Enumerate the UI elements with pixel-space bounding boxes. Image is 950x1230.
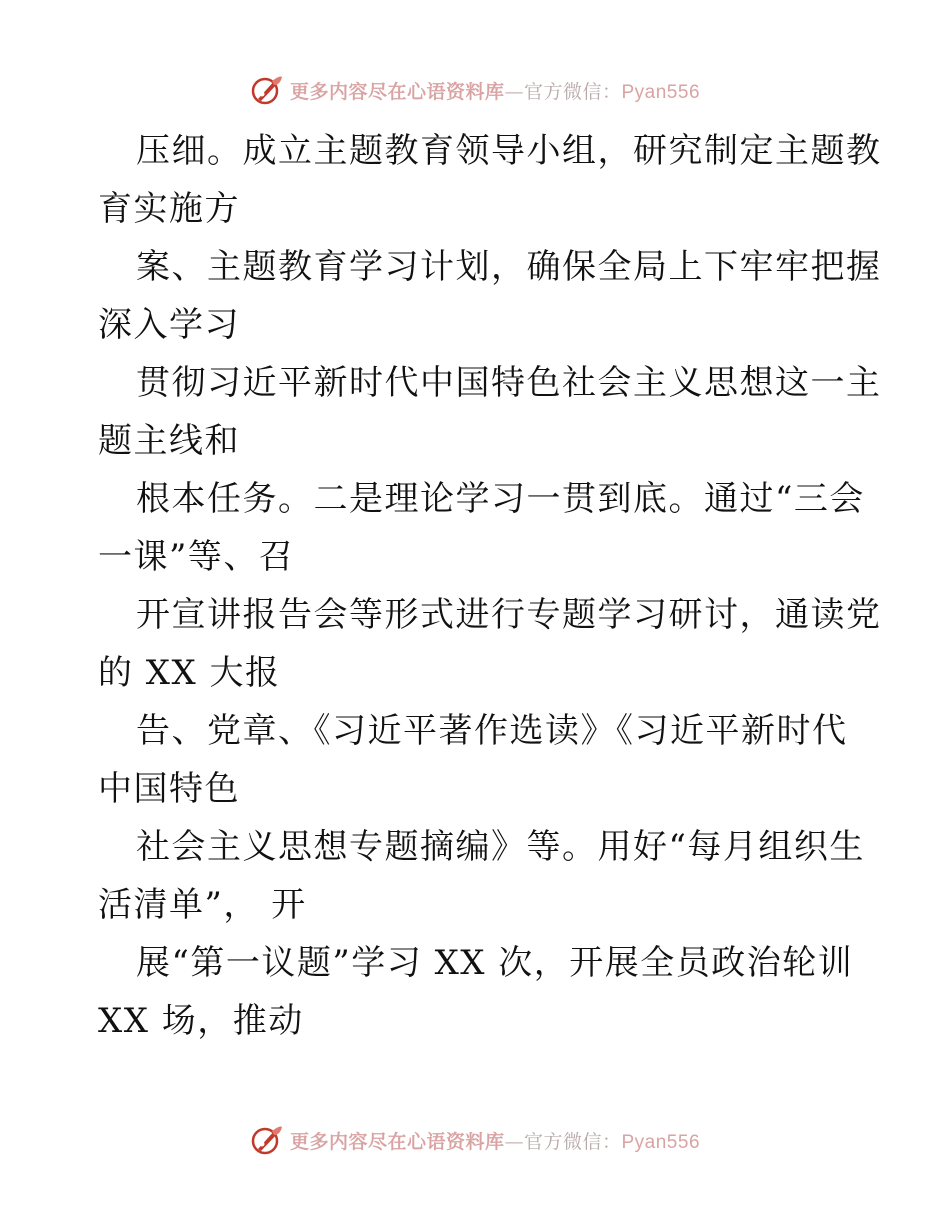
watermark-wechat-label: 官方微信： <box>523 80 622 103</box>
watermark-main-text: 更多内容尽在心语资料库 <box>289 1130 505 1153</box>
text-line: 深入学习 <box>98 305 240 345</box>
watermark-wechat-id: Pyan556 <box>621 1131 701 1153</box>
text-line: XX 场，推动 <box>98 1001 304 1041</box>
text-line: 育实施方 <box>98 189 240 229</box>
watermark-main-text: 更多内容尽在心语资料库 <box>289 80 505 103</box>
document-body <box>98 122 882 1050</box>
text-line: 根本任务。二是理论学习一贯到底。通过“三会 <box>136 479 865 519</box>
text-line: 中国特色 <box>98 769 240 809</box>
text-line: 题主线和 <box>98 421 240 461</box>
watermark-separator: — <box>504 1130 524 1153</box>
watermark-text <box>290 1127 700 1154</box>
text-line: 案、主题教育学习计划，确保全局上下牢牢把握 <box>136 247 882 287</box>
text-line: 活清单”， 开 <box>98 885 307 925</box>
text-line: 的 XX 大报 <box>98 653 281 693</box>
header-watermark-banner <box>0 70 950 110</box>
watermark-wechat-label: 官方微信： <box>523 1130 622 1153</box>
text-line: 一课”等、召 <box>98 537 295 577</box>
watermark-separator: — <box>504 80 524 103</box>
text-line: 开宣讲报告会等形式进行专题学习研讨，通读党 <box>136 595 882 635</box>
text-line: 压细。成立主题教育领导小组，研究制定主题教 <box>136 131 882 171</box>
quill-pen-logo-icon <box>250 73 284 107</box>
text-line: 贯彻习近平新时代中国特色社会主义思想这一主 <box>136 363 882 403</box>
text-line: 社会主义思想专题摘编》等。用好“每月组织生 <box>136 827 865 867</box>
quill-pen-logo-icon <box>250 1123 284 1157</box>
text-line: 告、党章、《习近平著作选读》《习近平新时代 <box>136 711 848 751</box>
footer-watermark-banner <box>0 1120 950 1160</box>
watermark-text <box>290 77 700 104</box>
text-line: 展“第一议题”学习 XX 次，开展全员政治轮训 <box>136 943 854 983</box>
watermark-wechat-id: Pyan556 <box>621 81 701 103</box>
